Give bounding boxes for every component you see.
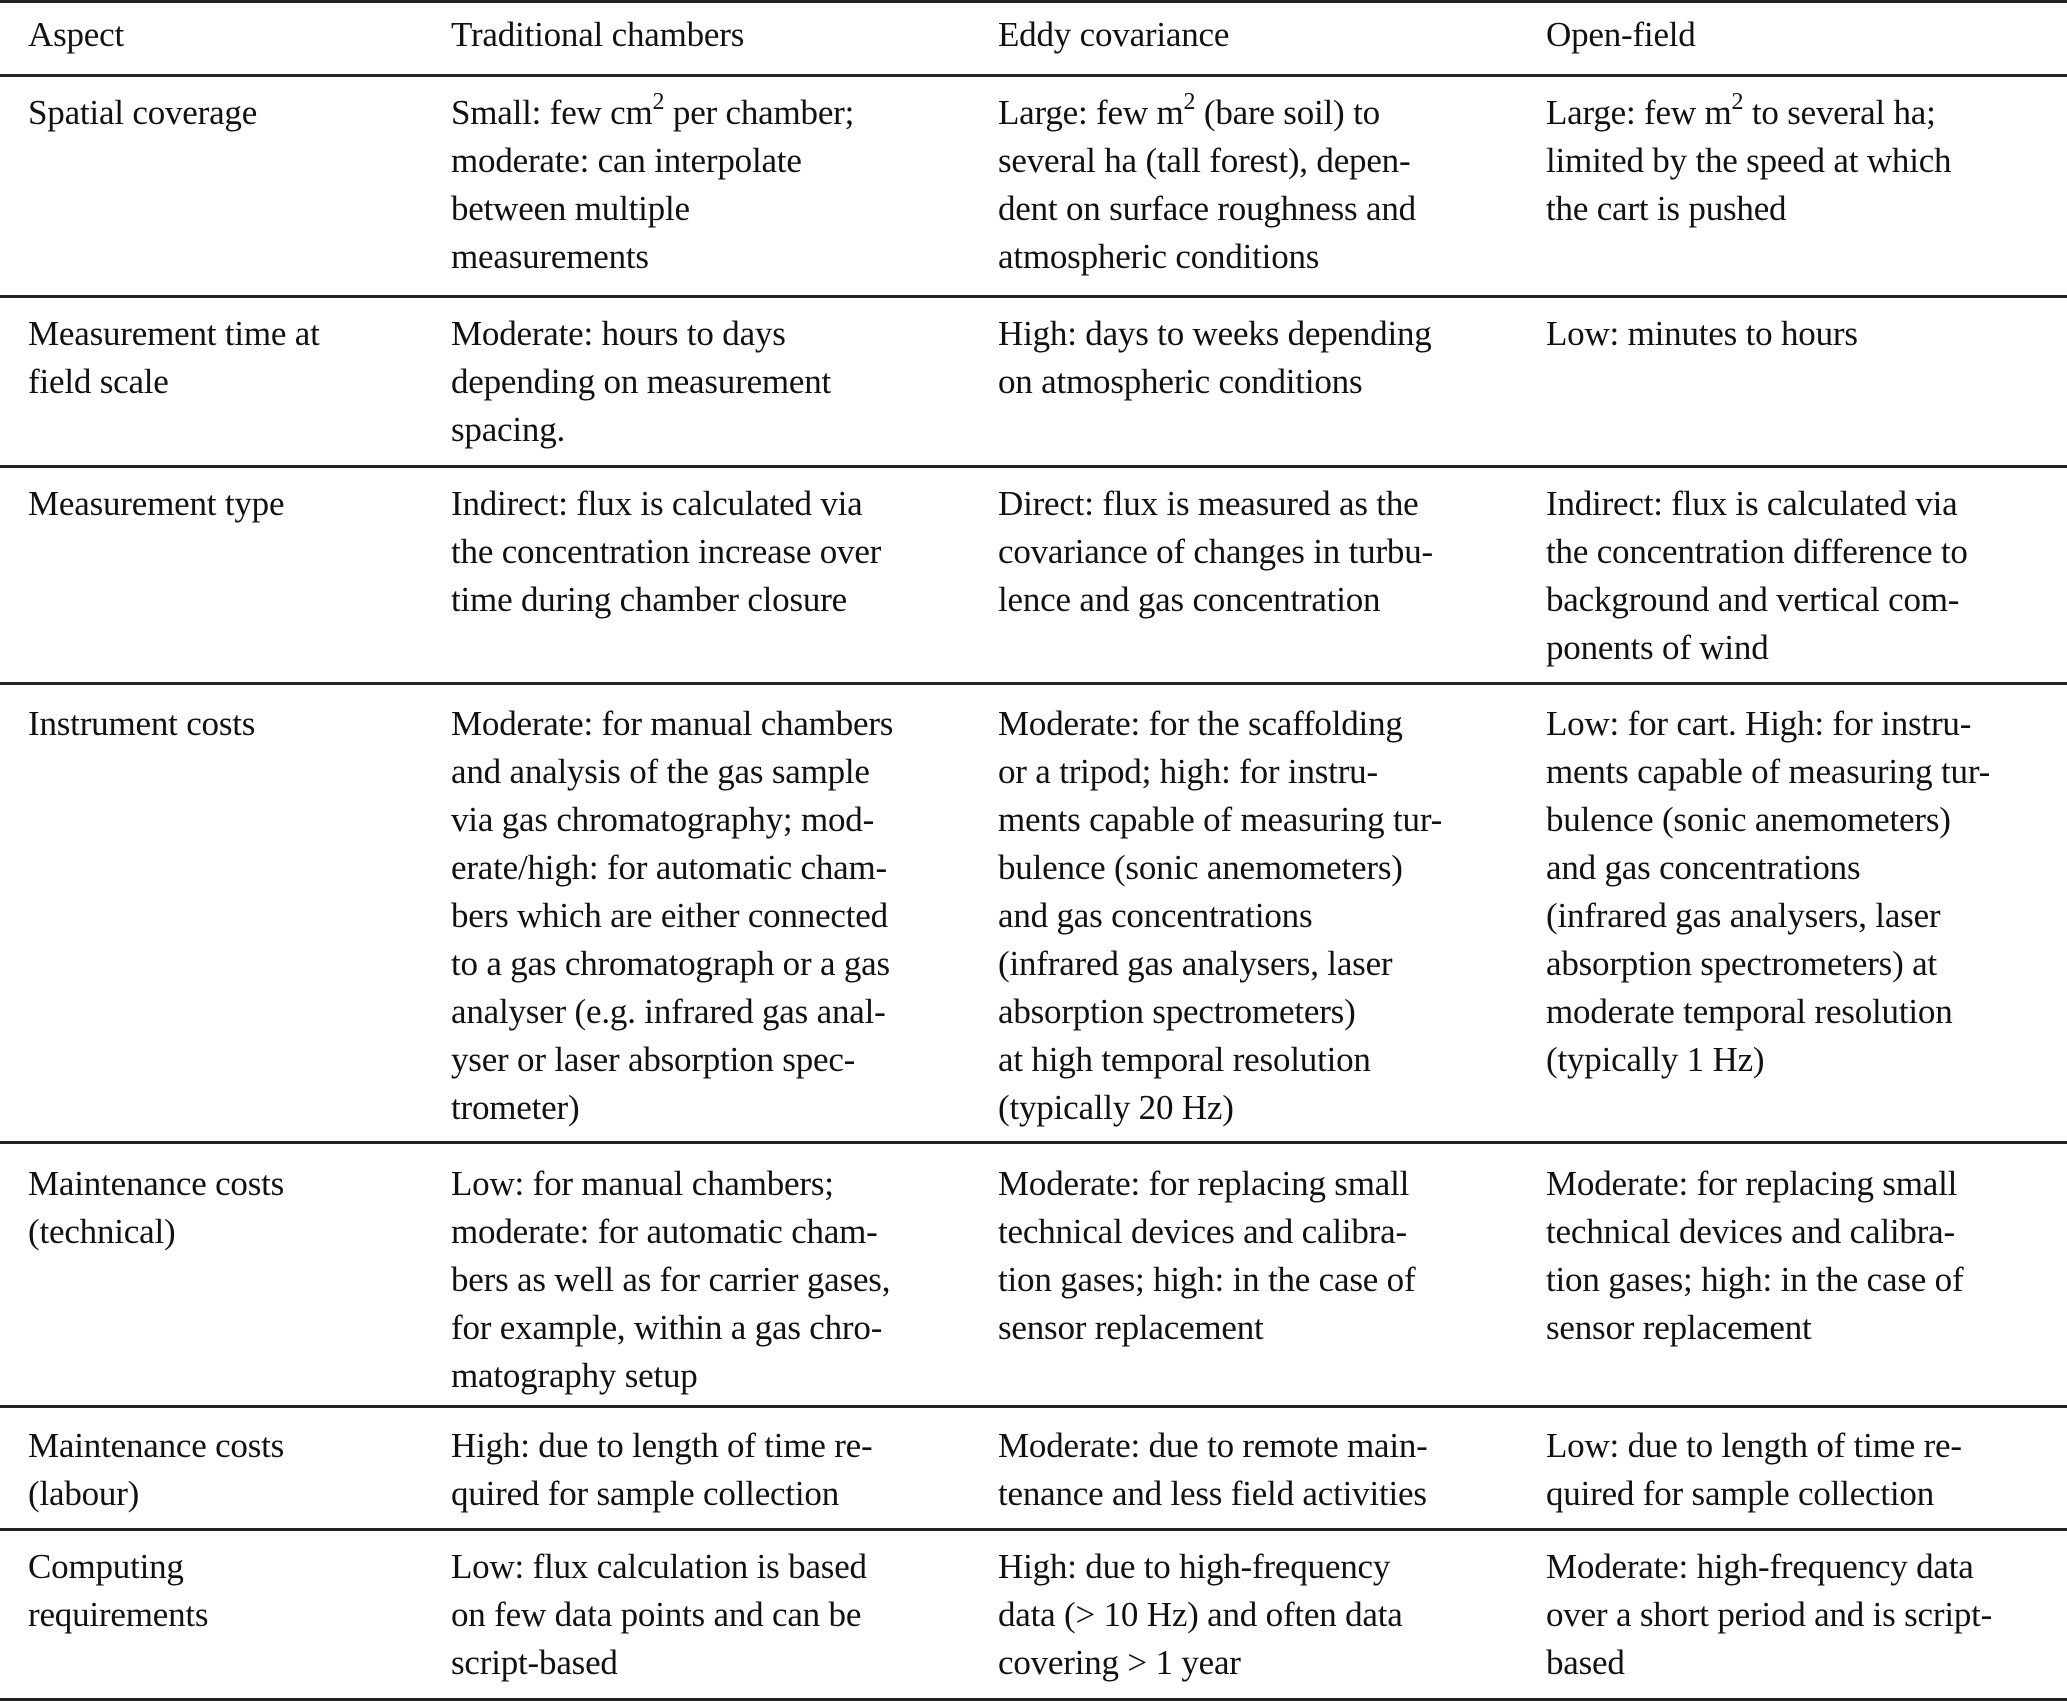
header-eddy-covariance: Eddy covariance bbox=[998, 15, 1230, 54]
cell-line: (typically 1 Hz) bbox=[1546, 1040, 1765, 1079]
cell-line: analyser (e.g. infrared gas anal- bbox=[451, 992, 886, 1031]
cell-line: (typically 20 Hz) bbox=[998, 1088, 1234, 1127]
cell-line: and gas concentrations bbox=[998, 896, 1313, 935]
open-field-cell bbox=[1546, 310, 1858, 358]
aspect-cell bbox=[28, 1160, 284, 1256]
header-aspect: Aspect bbox=[28, 15, 124, 54]
aspect-cell bbox=[28, 700, 255, 748]
cell-line: quired for sample collection bbox=[451, 1474, 840, 1513]
traditional-chambers-cell bbox=[451, 310, 831, 454]
cell-line: Maintenance costs bbox=[28, 1164, 285, 1203]
open-field-cell bbox=[1546, 1422, 1962, 1518]
cell-line: background and vertical com- bbox=[1546, 580, 1960, 619]
cell-line: tion gases; high: in the case of bbox=[998, 1260, 1416, 1299]
cell-line: based bbox=[1546, 1643, 1625, 1682]
cell-line: Large: few $m^2$ to several ha; bbox=[1546, 89, 1936, 132]
cell-line: covering > 1 year bbox=[998, 1643, 1241, 1682]
cell-line: Low: for manual chambers; bbox=[451, 1164, 834, 1203]
cell-line: High: due to high-frequency bbox=[998, 1547, 1391, 1586]
cell-line: (infrared gas analysers, laser bbox=[1546, 896, 1941, 935]
eddy-covariance-cell bbox=[998, 480, 1433, 624]
cell-line: limited by the speed at which bbox=[1546, 141, 1952, 180]
eddy-covariance-cell bbox=[998, 310, 1432, 406]
cell-line: requirements bbox=[28, 1595, 209, 1634]
cell-line: and analysis of the gas sample bbox=[451, 752, 870, 791]
aspect-cell bbox=[28, 89, 257, 137]
cell-line: Low: minutes to hours bbox=[1546, 314, 1858, 353]
cell-line: ments capable of measuring tur- bbox=[998, 800, 1443, 839]
cell-line: matography setup bbox=[451, 1356, 698, 1395]
cell-line: Moderate: high-frequency data bbox=[1546, 1547, 1974, 1586]
row-rule bbox=[0, 1405, 2067, 1408]
cell-line: spacing. bbox=[451, 410, 566, 449]
cell-line: Low: flux calculation is based bbox=[451, 1547, 867, 1586]
cell-line: covariance of changes in turbu- bbox=[998, 532, 1433, 571]
cell-line: Small: few $cm^2$ per chamber; bbox=[451, 89, 855, 132]
cell-line: erate/high: for automatic cham- bbox=[451, 848, 887, 887]
cell-line: Computing bbox=[28, 1547, 184, 1586]
traditional-chambers-cell bbox=[451, 89, 854, 281]
cell-line: High: days to weeks depending bbox=[998, 314, 1432, 353]
cell-line: tion gases; high: in the case of bbox=[1546, 1260, 1964, 1299]
cell-line: Moderate: hours to days bbox=[451, 314, 786, 353]
cell-line: Moderate: for the scaffolding bbox=[998, 704, 1403, 743]
cell-line: moderate temporal resolution bbox=[1546, 992, 1953, 1031]
cell-line: Measurement type bbox=[28, 484, 285, 523]
cell-line: High: due to length of time re- bbox=[451, 1426, 873, 1465]
cell-line: moderate: can interpolate bbox=[451, 141, 802, 180]
open-field-cell bbox=[1546, 480, 1968, 672]
traditional-chambers-cell bbox=[451, 700, 893, 1132]
cell-line: yser or laser absorption spec- bbox=[451, 1040, 856, 1079]
open-field-cell bbox=[1546, 1543, 1992, 1687]
cell-line: Moderate: for manual chambers bbox=[451, 704, 894, 743]
cell-line: Indirect: flux is calculated via bbox=[451, 484, 863, 523]
row-rule bbox=[0, 682, 2067, 685]
cell-line: script-based bbox=[451, 1643, 618, 1682]
cell-line: sensor replacement bbox=[1546, 1308, 1812, 1347]
header-rule bbox=[0, 74, 2067, 77]
cell-line: quired for sample collection bbox=[1546, 1474, 1935, 1513]
cell-line: Instrument costs bbox=[28, 704, 256, 743]
eddy-covariance-cell bbox=[998, 1422, 1428, 1518]
traditional-chambers-cell bbox=[451, 480, 881, 624]
cell-line: the concentration difference to bbox=[1546, 532, 1968, 571]
cell-line: Indirect: flux is calculated via bbox=[1546, 484, 1958, 523]
eddy-covariance-cell bbox=[998, 700, 1442, 1132]
top-rule bbox=[0, 0, 2067, 3]
cell-line: on few data points and can be bbox=[451, 1595, 862, 1634]
cell-line: atmospheric conditions bbox=[998, 237, 1320, 276]
cell-line: or a tripod; high: for instru- bbox=[998, 752, 1378, 791]
row-rule bbox=[0, 1141, 2067, 1144]
cell-line: to a gas chromatograph or a gas bbox=[451, 944, 890, 983]
cell-line: several ha (tall forest), depen- bbox=[998, 141, 1411, 180]
cell-line: moderate: for automatic cham- bbox=[451, 1212, 878, 1251]
cell-line: technical devices and calibra- bbox=[1546, 1212, 1955, 1251]
cell-line: technical devices and calibra- bbox=[998, 1212, 1407, 1251]
aspect-cell bbox=[28, 310, 320, 406]
traditional-chambers-cell bbox=[451, 1160, 890, 1400]
cell-line: over a short period and is script- bbox=[1546, 1595, 1993, 1634]
cell-line: at high temporal resolution bbox=[998, 1040, 1371, 1079]
cell-line: the concentration increase over bbox=[451, 532, 882, 571]
cell-line: Moderate: for replacing small bbox=[1546, 1164, 1958, 1203]
cell-line: (infrared gas analysers, laser bbox=[998, 944, 1393, 983]
traditional-chambers-cell bbox=[451, 1422, 872, 1518]
row-rule bbox=[0, 1528, 2067, 1531]
cell-line: Direct: flux is measured as the bbox=[998, 484, 1419, 523]
cell-line: Large: few $m^2$ (bare soil) to bbox=[998, 89, 1380, 132]
cell-line: (labour) bbox=[28, 1474, 140, 1513]
cell-line: sensor replacement bbox=[998, 1308, 1264, 1347]
cell-line: Measurement time at bbox=[28, 314, 320, 353]
cell-line: tenance and less field activities bbox=[998, 1474, 1427, 1513]
cell-line: (technical) bbox=[28, 1212, 176, 1251]
cell-line: Spatial coverage bbox=[28, 93, 258, 132]
cell-line: Maintenance costs bbox=[28, 1426, 285, 1465]
cell-line: trometer) bbox=[451, 1088, 580, 1127]
cell-line: absorption spectrometers) at bbox=[1546, 944, 1937, 983]
header-open-field: Open-field bbox=[1546, 15, 1696, 54]
eddy-covariance-cell bbox=[998, 1543, 1403, 1687]
row-rule bbox=[0, 295, 2067, 298]
cell-line: lence and gas concentration bbox=[998, 580, 1381, 619]
cell-line: data (> 10 Hz) and often data bbox=[998, 1595, 1403, 1634]
cell-line: bers as well as for carrier gases, bbox=[451, 1260, 891, 1299]
cell-line: the cart is pushed bbox=[1546, 189, 1787, 228]
aspect-cell bbox=[28, 480, 284, 528]
row-rule bbox=[0, 465, 2067, 468]
superscript: 2 bbox=[1183, 89, 1196, 116]
open-field-cell bbox=[1546, 700, 1990, 1084]
superscript: 2 bbox=[652, 89, 665, 116]
aspect-cell bbox=[28, 1422, 284, 1518]
cell-line: field scale bbox=[28, 362, 169, 401]
eddy-covariance-cell bbox=[998, 1160, 1415, 1352]
cell-line: between multiple bbox=[451, 189, 690, 228]
cell-line: bulence (sonic anemometers) bbox=[1546, 800, 1951, 839]
cell-line: Low: for cart. High: for instru- bbox=[1546, 704, 1972, 743]
cell-line: bers which are either connected bbox=[451, 896, 888, 935]
cell-line: dent on surface roughness and bbox=[998, 189, 1416, 228]
cell-line: absorption spectrometers) bbox=[998, 992, 1356, 1031]
open-field-cell bbox=[1546, 89, 1951, 233]
cell-line: for example, within a gas chro- bbox=[451, 1308, 883, 1347]
cell-line: Moderate: for replacing small bbox=[998, 1164, 1410, 1203]
cell-line: and gas concentrations bbox=[1546, 848, 1861, 887]
open-field-cell bbox=[1546, 1160, 1963, 1352]
cell-line: via gas chromatography; mod- bbox=[451, 800, 875, 839]
cell-line: on atmospheric conditions bbox=[998, 362, 1363, 401]
cell-line: measurements bbox=[451, 237, 649, 276]
eddy-covariance-cell bbox=[998, 89, 1416, 281]
aspect-cell bbox=[28, 1543, 208, 1639]
cell-line: Low: due to length of time re- bbox=[1546, 1426, 1962, 1465]
cell-line: bulence (sonic anemometers) bbox=[998, 848, 1403, 887]
cell-line: ments capable of measuring tur- bbox=[1546, 752, 1991, 791]
traditional-chambers-cell bbox=[451, 1543, 867, 1687]
cell-line: Moderate: due to remote main- bbox=[998, 1426, 1428, 1465]
header-traditional-chambers: Traditional chambers bbox=[451, 15, 745, 54]
cell-line: depending on measurement bbox=[451, 362, 832, 401]
cell-line: time during chamber closure bbox=[451, 580, 847, 619]
superscript: 2 bbox=[1731, 89, 1744, 116]
cell-line: ponents of wind bbox=[1546, 628, 1769, 667]
